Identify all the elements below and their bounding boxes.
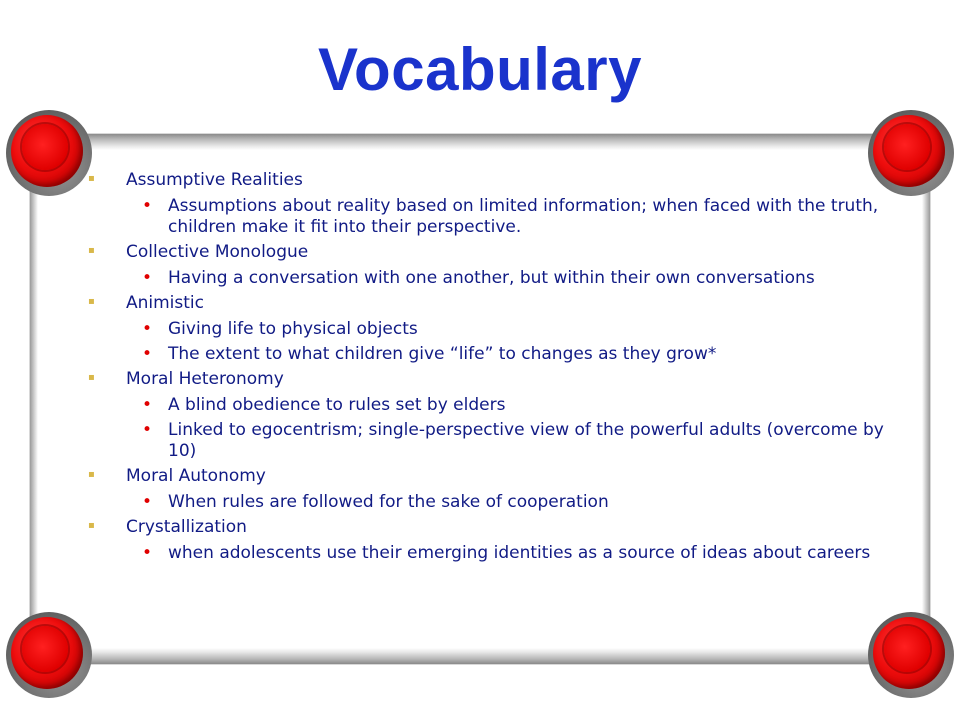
board-top-edge bbox=[42, 134, 918, 150]
square-bullet-icon: ▪ bbox=[88, 245, 95, 256]
dot-bullet-icon: • bbox=[142, 395, 153, 415]
red-pushpin-icon bbox=[868, 612, 954, 698]
dot-bullet-icon: • bbox=[142, 344, 153, 364]
square-bullet-icon: ▪ bbox=[88, 469, 95, 480]
vocabulary-term-text: Crystallization bbox=[126, 517, 247, 537]
square-bullet-icon: ▪ bbox=[88, 173, 95, 184]
square-bullet-icon: ▪ bbox=[88, 372, 95, 383]
board-bottom-edge bbox=[42, 648, 918, 664]
vocabulary-definition bbox=[88, 492, 888, 513]
red-pushpin-icon bbox=[6, 612, 92, 698]
red-pushpin-icon bbox=[6, 110, 92, 196]
vocabulary-list bbox=[88, 170, 888, 568]
vocabulary-definition-text: when adolescents use their emerging identities as a source of ideas about careers bbox=[168, 543, 871, 563]
vocabulary-definition bbox=[88, 420, 888, 462]
vocabulary-definition bbox=[88, 344, 888, 365]
vocabulary-definition-text: A blind obedience to rules set by elders bbox=[168, 395, 506, 415]
dot-bullet-icon: • bbox=[142, 196, 153, 216]
dot-bullet-icon: • bbox=[142, 420, 153, 440]
vocabulary-entry bbox=[88, 369, 888, 462]
vocabulary-definition-text: Giving life to physical objects bbox=[168, 319, 418, 339]
dot-bullet-icon: • bbox=[142, 319, 153, 339]
vocabulary-definition bbox=[88, 319, 888, 340]
vocabulary-definition bbox=[88, 268, 888, 289]
vocabulary-definition-text: When rules are followed for the sake of cooperation bbox=[168, 492, 609, 512]
vocabulary-entry bbox=[88, 466, 888, 513]
vocabulary-term bbox=[88, 293, 888, 314]
vocabulary-definition bbox=[88, 196, 888, 238]
vocabulary-definition-text: The extent to what children give “life” to changes as they grow* bbox=[168, 344, 717, 364]
vocabulary-entry bbox=[88, 170, 888, 238]
vocabulary-term bbox=[88, 369, 888, 390]
dot-bullet-icon: • bbox=[142, 543, 153, 563]
vocabulary-definition-text: Linked to egocentrism; single-perspective view of the powerful adults (overcome by 10) bbox=[168, 420, 884, 461]
square-bullet-icon: ▪ bbox=[88, 296, 95, 307]
vocabulary-definition bbox=[88, 543, 888, 564]
board-right-edge bbox=[922, 146, 930, 652]
vocabulary-entry bbox=[88, 293, 888, 365]
vocabulary-term-text: Animistic bbox=[126, 293, 205, 313]
vocabulary-term-text: Collective Monologue bbox=[126, 242, 309, 262]
slide-title: Vocabulary bbox=[317, 36, 642, 103]
vocabulary-definition-text: Assumptions about reality based on limited information; when faced with the truth, children make it fit into their perspective. bbox=[168, 196, 879, 237]
vocabulary-term-text: Moral Heteronomy bbox=[126, 369, 284, 389]
dot-bullet-icon: • bbox=[142, 268, 153, 288]
vocabulary-term-text: Assumptive Realities bbox=[126, 170, 303, 190]
vocabulary-entry bbox=[88, 242, 888, 289]
dot-bullet-icon: • bbox=[142, 492, 153, 512]
vocabulary-term-text: Moral Autonomy bbox=[126, 466, 266, 486]
vocabulary-definition bbox=[88, 395, 888, 416]
square-bullet-icon: ▪ bbox=[88, 520, 95, 531]
vocabulary-term bbox=[88, 170, 888, 191]
vocabulary-entry bbox=[88, 517, 888, 564]
board-left-edge bbox=[30, 146, 38, 652]
vocabulary-term bbox=[88, 517, 888, 538]
vocabulary-term bbox=[88, 242, 888, 263]
vocabulary-term bbox=[88, 466, 888, 487]
vocabulary-definition-text: Having a conversation with one another, but within their own conversations bbox=[168, 268, 815, 288]
